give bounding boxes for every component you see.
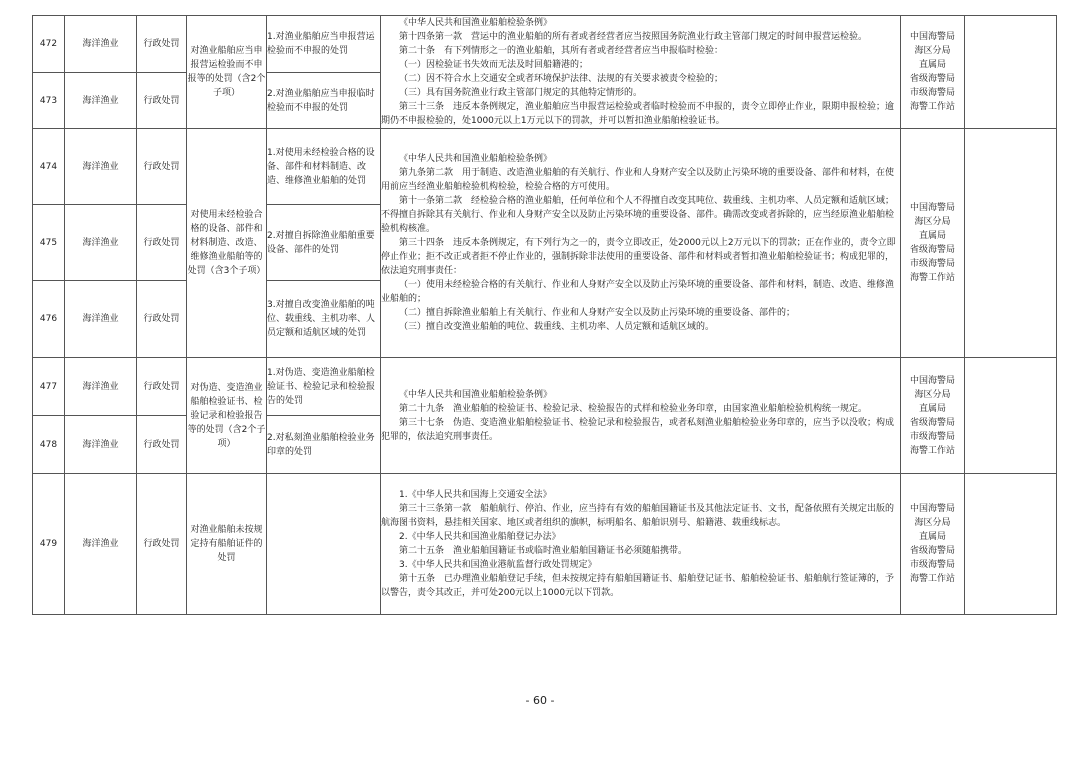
- type-cell: 行政处罚: [137, 358, 187, 416]
- table-row: [33, 358, 1057, 416]
- basis-line: （三）具有国务院渔业行政主管部门规定的其他特定情形的。: [399, 88, 643, 98]
- dept-line: 直属局: [918, 403, 946, 414]
- remarks-cell: [965, 358, 1057, 474]
- basis-line: 第二十条 有下列情形之一的渔业船舶，其所有者或者经营者应当申报临时检验：: [399, 46, 724, 56]
- category-cell: 海洋渔业: [65, 129, 137, 205]
- table-row: [33, 16, 1057, 73]
- dept-line: 直属局: [918, 532, 946, 542]
- basis-line: 第二十五条 渔业船舶国籍证书或临时渔业船舶国籍证书必须随船携带。: [399, 546, 688, 556]
- sub-item-cell: 1.对使用未经检验合格的设备、部件和材料制造、改造、维修渔业船舶的处罚: [267, 129, 381, 205]
- category-cell: 海洋渔业: [65, 416, 137, 474]
- dept-line: 市级海警局: [909, 88, 955, 98]
- basis-line: （三）擅自改变渔业船舶的吨位、载重线、主机功率、人员定额和适航区域的。: [399, 322, 715, 332]
- basis-line: 第三十三条 违反本条例规定，渔业船舶应当申报营运检验或者临时检验而不申报的，责令立即停止作业，限期申报检验；逾期仍不申报检验的，处1000元以上1万元以下的罚款，并可以暂扣渔业船舶检验证书。: [381, 102, 895, 126]
- dept-line: 市级海警局: [909, 259, 955, 269]
- type-cell: 行政处罚: [137, 129, 187, 205]
- sub-item-cell: 3.对擅自改变渔业船舶的吨位、载重线、主机功率、人员定额和适航区域的处罚: [267, 281, 381, 358]
- sub-item-cell: 2.对渔业船舶应当申报临时检验而不申报的处罚: [267, 73, 381, 129]
- dept-line: 省级海警局: [909, 74, 955, 84]
- dept-line: 中国海警局: [909, 375, 955, 386]
- legal-basis-cell: [381, 16, 901, 129]
- dept-line: 直属局: [918, 231, 946, 241]
- type-cell: 行政处罚: [137, 73, 187, 129]
- table-row: [33, 474, 1057, 615]
- dept-line: 海警工作站: [909, 102, 955, 112]
- basis-line: 第三十七条 伪造、变造渔业船舶检验证书、检验记录和检验报告，或者私刻渔业船舶检验业务印章的，应当予以没收；构成犯罪的，依法追究刑事责任。: [381, 417, 895, 442]
- dept-line: 省级海警局: [909, 546, 955, 556]
- row-number: 477: [33, 358, 65, 416]
- remarks-cell: [965, 129, 1057, 358]
- item-name-cell: 对渔业船舶未按规定持有船舶证件的处罚: [187, 474, 267, 615]
- row-number: 479: [33, 474, 65, 615]
- category-cell: 海洋渔业: [65, 205, 137, 281]
- row-number: 474: [33, 129, 65, 205]
- item-name-cell: 对使用未经检验合格的设备、部件和材料制造、改造、维修渔业船舶等的处罚（含3个子项）: [187, 129, 267, 358]
- department-cell: [901, 474, 965, 615]
- basis-line: （一）因检验证书失效而无法及时回船籍港的；: [399, 60, 589, 70]
- type-cell: 行政处罚: [137, 16, 187, 73]
- category-cell: 海洋渔业: [65, 16, 137, 73]
- item-name-cell: 对渔业船舶应当申报营运检验而不申报等的处罚（含2个子项）: [187, 16, 267, 129]
- basis-line: 2.《中华人民共和国渔业船舶登记办法》: [399, 532, 561, 542]
- row-number: 478: [33, 416, 65, 474]
- department-cell: [901, 129, 965, 358]
- sub-item-cell: [267, 474, 381, 615]
- dept-line: 中国海警局: [909, 504, 955, 514]
- type-cell: 行政处罚: [137, 474, 187, 615]
- basis-line: 第十四条第一款 营运中的渔业船舶的所有者或者经营者应当按照国务院渔业行政主管部门规定的时间申报营运检验。: [399, 32, 868, 42]
- dept-line: 市级海警局: [909, 560, 955, 570]
- sub-item-cell: 1.对伪造、变造渔业船舶检验证书、检验记录和检验报告的处罚: [267, 358, 381, 416]
- basis-line: 1.《中华人民共和国海上交通安全法》: [399, 490, 552, 500]
- dept-line: 中国海警局: [909, 203, 955, 213]
- basis-line: 第三十三条第一款 船舶航行、停泊、作业，应当持有有效的船舶国籍证书及其他法定证书、文书，配备依照有关规定出版的航海图书资料，悬挂相关国家、地区或者组织的旗帜，标明船名、船舶识别号、船籍港、载重线标志。: [381, 504, 895, 528]
- category-cell: 海洋渔业: [65, 73, 137, 129]
- dept-line: 中国海警局: [909, 32, 955, 42]
- enforcement-table: [32, 15, 1057, 615]
- table-row: [33, 129, 1057, 205]
- sub-item-cell: 1.对渔业船舶应当申报营运检验而不申报的处罚: [267, 16, 381, 73]
- dept-line: 海区分局: [914, 217, 951, 227]
- type-cell: 行政处罚: [137, 205, 187, 281]
- dept-line: 海区分局: [914, 46, 951, 56]
- dept-line: 海警工作站: [909, 574, 955, 584]
- row-number: 472: [33, 16, 65, 73]
- basis-line: 《中华人民共和国渔业船舶检验条例》: [399, 389, 553, 400]
- basis-line: 第十一条第二款 经检验合格的渔业船舶，任何单位和个人不得擅自改变其吨位、载重线、主机功率、人员定额和适航区域；不得擅自拆除其有关航行、作业和人身财产安全以及防止污染环境的重要设备、部件。确需改变或者拆除的，应当经原渔业船舶检验机构核准。: [381, 196, 895, 234]
- item-name-cell: 对伪造、变造渔业船舶检验证书、检验记录和检验报告等的处罚（含2个子项）: [187, 358, 267, 474]
- department-cell: [901, 16, 965, 129]
- basis-line: 3.《中华人民共和国渔业港航监督行政处罚规定》: [399, 560, 597, 570]
- sub-item-cell: 2.对擅自拆除渔业船舶重要设备、部件的处罚: [267, 205, 381, 281]
- category-cell: 海洋渔业: [65, 358, 137, 416]
- basis-line: 第三十四条 违反本条例规定，有下列行为之一的，责令立即改正，处2000元以上2万元以下的罚款；正在作业的，责令立即停止作业；拒不改正或者拒不停止作业的，强制拆除非法使用的重要设备、部件和材料或者暂扣渔业船舶检验证书；构成犯罪的，依法追究刑事责任：: [381, 238, 896, 276]
- dept-line: 市级海警局: [909, 431, 955, 442]
- row-number: 473: [33, 73, 65, 129]
- dept-line: 海区分局: [914, 389, 951, 400]
- page-number: - 60 -: [525, 694, 555, 707]
- legal-basis-cell: [381, 129, 901, 358]
- dept-line: 省级海警局: [909, 417, 955, 428]
- basis-line: （二）因不符合水上交通安全或者环境保护法律、法规的有关要求被责令检验的；: [399, 74, 724, 84]
- basis-line: 第九条第二款 用于制造、改造渔业船舶的有关航行、作业和人身财产安全以及防止污染环境的重要设备、部件和材料，在使用前应当经渔业船舶检验机构检验，检验合格的方可使用。: [381, 168, 895, 192]
- basis-line: 《中华人民共和国渔业船舶检验条例》: [399, 18, 553, 28]
- category-cell: 海洋渔业: [65, 281, 137, 358]
- basis-line: 第十五条 已办理渔业船舶登记手续，但未按规定持有船舶国籍证书、船舶登记证书、船舶检验证书、船舶航行签证簿的，予以警告，责令其改正，并可处200元以上1000元以下罚款。: [381, 574, 895, 598]
- dept-line: 直属局: [918, 60, 946, 70]
- remarks-cell: [965, 474, 1057, 615]
- basis-line: （二）擅自拆除渔业船舶上有关航行、作业和人身财产安全以及防止污染环境的重要设备、部件的；: [399, 308, 796, 318]
- remarks-cell: [965, 16, 1057, 129]
- row-number: 475: [33, 205, 65, 281]
- sub-item-cell: 2.对私刻渔业船舶检验业务印章的处罚: [267, 416, 381, 474]
- dept-line: 海警工作站: [909, 445, 955, 456]
- basis-line: 《中华人民共和国渔业船舶检验条例》: [399, 154, 553, 164]
- basis-line: 第二十九条 渔业船舶的检验证书、检验记录、检验报告的式样和检验业务印章，由国家渔业船舶检验机构统一规定。: [399, 403, 868, 414]
- type-cell: 行政处罚: [137, 281, 187, 358]
- row-number: 476: [33, 281, 65, 358]
- department-cell: [901, 358, 965, 474]
- legal-basis-cell: [381, 474, 901, 615]
- category-cell: 海洋渔业: [65, 474, 137, 615]
- basis-line: （一）使用未经检验合格的有关航行、作业和人身财产安全以及防止污染环境的重要设备、部件和材料，制造、改造、维修渔业船舶的；: [381, 280, 895, 304]
- legal-basis-cell: [381, 358, 901, 474]
- type-cell: 行政处罚: [137, 416, 187, 474]
- dept-line: 省级海警局: [909, 245, 955, 255]
- dept-line: 海区分局: [914, 518, 951, 528]
- dept-line: 海警工作站: [909, 273, 955, 283]
